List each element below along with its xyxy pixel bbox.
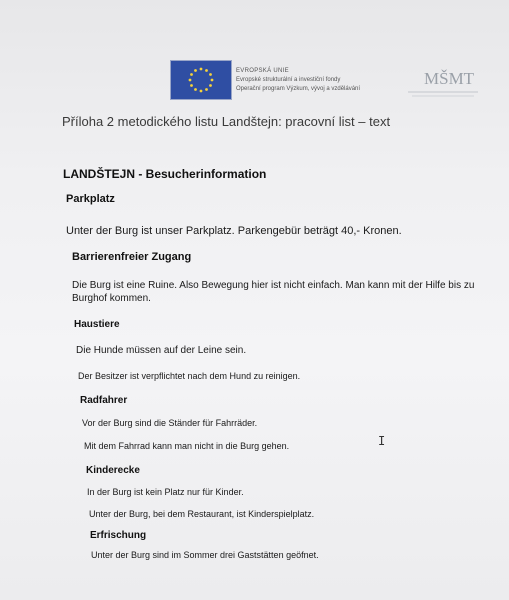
heading-radfahrer: Radfahrer [80, 395, 128, 406]
text-erfrischung: Unter der Burg sind im Sommer drei Gaststätten geöfnet. [91, 550, 319, 560]
text-haustiere-line-1: Die Hunde müssen auf der Leine sein. [76, 345, 247, 356]
heading-haustiere: Haustiere [74, 319, 120, 330]
msmt-logo [404, 58, 482, 102]
text-cursor-icon: I [378, 434, 386, 448]
text-haustiere-line-2: Der Besitzer ist verpflichtet nach dem Hund zu reinigen. [78, 371, 301, 381]
eu-flag-logo [170, 60, 232, 100]
text-zugang-line-1: Die Burg ist eine Ruine. Also Bewegung hier ist nicht einfach. Man kann mit der Hilfe bis zu [72, 280, 475, 291]
text-parkplatz: Unter der Burg ist unser Parkplatz. Parkengebür beträgt 40,- Kronen. [66, 225, 402, 237]
heading-barrierenfreier-zugang: Barrierenfreier Zugang [72, 251, 192, 263]
eu-funds-label: Evropské strukturální a investiční fondy [236, 77, 341, 83]
text-zugang-line-2: Burghof kommen. [72, 293, 151, 304]
text-radfahrer-line-1: Vor der Burg sind die Ständer für Fahrräder. [82, 418, 258, 428]
eu-union-label: EVROPSKÁ UNIE [236, 68, 289, 74]
heading-kinderecke: Kinderecke [86, 465, 140, 476]
eu-stars-icon [171, 61, 231, 99]
document-subtitle: Příloha 2 metodického listu Landštejn: pracovní list – text [62, 114, 391, 129]
document-title: LANDŠTEJN - Besucherinformation [63, 167, 267, 181]
msmt-logo-text: MŠMT [424, 69, 475, 88]
text-kinderecke-line-1: In der Burg ist kein Platz nur für Kinder. [87, 487, 244, 497]
heading-erfrischung: Erfrischung [90, 530, 147, 541]
text-kinderecke-line-2: Unter der Burg, bei dem Restaurant, ist Kinderspielplatz. [89, 509, 315, 519]
heading-parkplatz: Parkplatz [66, 193, 115, 205]
eu-program-label: Operační program Výzkum, vývoj a vzdělávání [236, 86, 361, 92]
text-radfahrer-line-2: Mit dem Fahrrad kann man nicht in die Burg gehen. [84, 441, 290, 451]
